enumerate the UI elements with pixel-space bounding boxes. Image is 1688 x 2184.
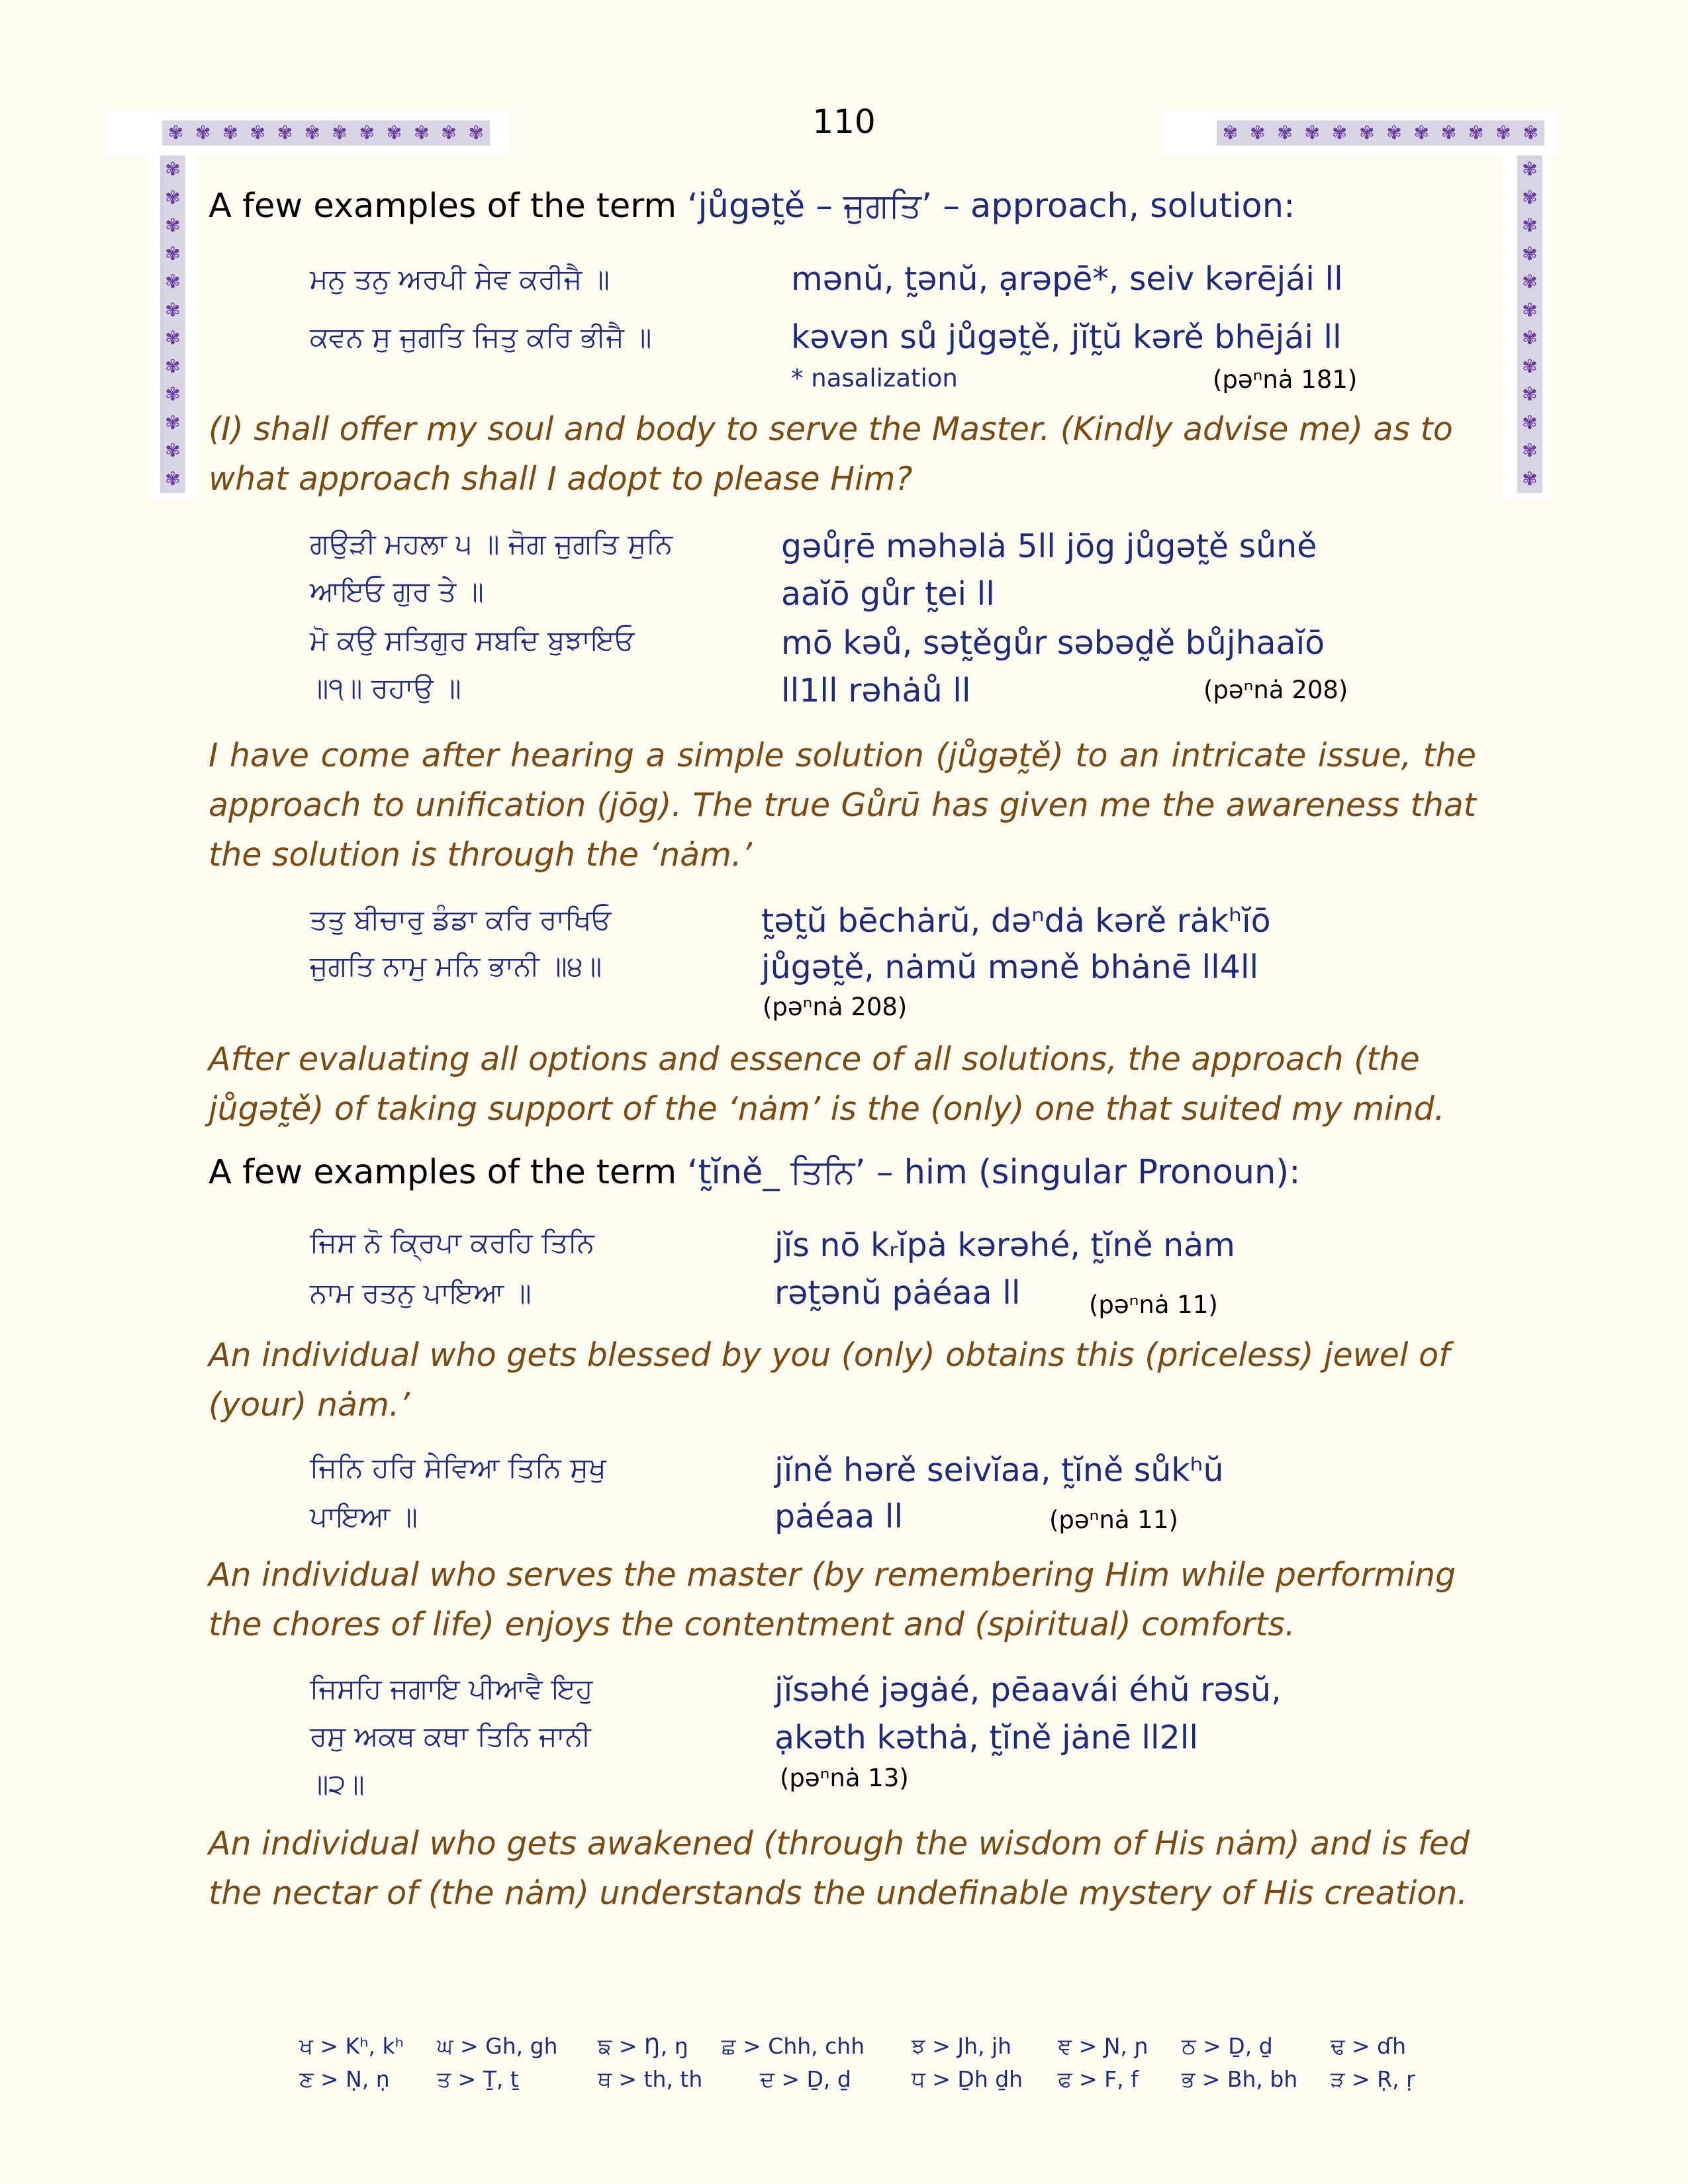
- gurmukhi-line: ਨਾਮ ਰਤਨੁ ਪਾਇਆ ॥: [310, 1277, 532, 1309]
- flower-ornament-icon: ✾: [165, 158, 181, 181]
- flower-ornament-icon: ✾: [1522, 298, 1538, 321]
- transliteration-line: t̰ət̰ŭ bēchȧrŭ, dəⁿdȧ kərě rȧkʰĭō: [761, 902, 1271, 940]
- flower-ornament-icon: ✾: [1522, 411, 1538, 433]
- flower-ornament-icon: ✾: [1222, 122, 1239, 144]
- flower-ornament-icon: ✾: [1413, 122, 1430, 144]
- flower-ornament-icon: ✾: [1522, 242, 1538, 265]
- translation-paragraph: An individual who gets blessed by you (only) obtains this (priceless) jewel of (your) nȧm.’: [209, 1336, 1450, 1424]
- flower-ornament-icon: ✾: [1522, 186, 1538, 208]
- legend-item: ੜ > Ṛ, ṛ: [1331, 2066, 1415, 2092]
- legend-item: ਥ > th, th: [598, 2066, 703, 2092]
- flower-ornament-icon: ✾: [277, 122, 293, 144]
- page-reference: (pəⁿnȧ 13): [780, 1764, 909, 1792]
- flower-ornament-icon: ✾: [1522, 327, 1538, 349]
- gurmukhi-line: ਆਇਓ ਗੁਰ ਤੇ ॥: [310, 575, 484, 608]
- legend-item: ਢ > ɗh: [1331, 2033, 1407, 2059]
- gurmukhi-line: ਕਵਨ ਸੁ ਜੁਗਤਿ ਜਿਤੁ ਕਰਿ ਭੀਜੈ ॥: [310, 321, 652, 353]
- transliteration-line: ll1ll rəhȧů ll: [781, 672, 971, 709]
- legend-item: ਝ > Jh, jh: [912, 2033, 1012, 2059]
- page-reference: (pəⁿnȧ 208): [1203, 676, 1348, 704]
- transliteration-line: mō kəů, sət̰ěgůr səbəd̰ě bůjhaaĭō: [781, 624, 1325, 662]
- heading-prefix: A few examples of the term: [209, 1153, 677, 1192]
- gurmukhi-line: ਮਨੁ ਤਨੁ ਅਰਪੀ ਸੇਵ ਕਰੀਜੈ ॥: [310, 263, 610, 295]
- page-number: 110: [812, 103, 876, 141]
- translation-paragraph: An individual who serves the master (by remembering Him while performing the chores of life) enjoys the contentment and (spiritual) comforts.: [209, 1556, 1456, 1643]
- gurmukhi-line: ਤਤੁ ਬੀਚਾਰੁ ਡੰਡਾ ਕਰਿ ਰਾਖਿਓ: [310, 903, 612, 936]
- flower-ornament-icon: ✾: [165, 327, 181, 349]
- legend-item: ਖ > Kʰ, kʰ: [299, 2033, 404, 2059]
- flower-ornament-icon: ✾: [1386, 122, 1402, 144]
- translation-paragraph: (I) shall offer my soul and body to serve the Master. (Kindly advise me) as to what approach shall I adopt to please Him?: [209, 410, 1453, 498]
- transliteration-line: kəvən sů jůgət̰ě, jĭt̰ŭ kərě bhējái ll: [791, 318, 1342, 356]
- legend-item: ਭ > Bh, bh: [1182, 2066, 1298, 2092]
- ornament-border-left: [160, 156, 185, 493]
- flower-ornament-icon: ✾: [1522, 158, 1538, 181]
- flower-ornament-icon: ✾: [1522, 355, 1538, 377]
- flower-ornament-icon: ✾: [1331, 122, 1348, 144]
- flower-ornament-icon: ✾: [1495, 122, 1511, 144]
- flower-ornament-icon: ✾: [165, 298, 181, 321]
- translation-paragraph: An individual who gets awakened (through the wisdom of His nȧm) and is fed the nectar of (the nȧm) understands the undefinable mystery of His creation.: [209, 1825, 1470, 1912]
- legend-item: ਧ > Ḏh ḏh: [912, 2066, 1023, 2092]
- flower-ornament-icon: ✾: [1468, 122, 1484, 144]
- legend-item: ਙ > Ŋ, ŋ: [598, 2033, 688, 2059]
- translation-paragraph: After evaluating all options and essence of all solutions, the approach (the jůgət̰ě) of taking support of the ‘nȧm’ is the (only) one that suited my mind.: [209, 1040, 1445, 1128]
- transliteration-line: jĭs nō kᵣĭpȧ kərəhé, t̰ĭně nȧm: [774, 1226, 1235, 1264]
- flower-ornament-icon: ✾: [386, 122, 402, 144]
- gurmukhi-line: ਜਿਸਹਿ ਜਗਾਇ ਪੀਆਵੈ ਇਹੁ: [310, 1672, 593, 1705]
- legend-item: ਞ > Ɲ, ɲ: [1058, 2033, 1149, 2059]
- flower-ornament-icon: ✾: [250, 122, 266, 144]
- transliteration-line: ạkəth kəthȧ, t̰ĭně jȧnē ll2ll: [774, 1719, 1199, 1756]
- flower-ornament-icon: ✾: [165, 439, 181, 462]
- flower-ornament-icon: ✾: [165, 186, 181, 208]
- flower-ornament-icon: ✾: [332, 122, 348, 144]
- heading-term: ‘t̰ĭně_ ਤਿਨਿ’: [687, 1153, 866, 1192]
- flower-ornament-icon: ✾: [1522, 271, 1538, 293]
- heading-prefix: A few examples of the term: [209, 187, 677, 226]
- flower-ornament-icon: ✾: [1522, 383, 1538, 406]
- gurmukhi-line: ਜਿਨਿ ਹਰਿ ਸੇਵਿਆ ਤਿਨਿ ਸੁਖੁ: [310, 1451, 606, 1484]
- transliteration-line: mənŭ, t̰ənŭ, ạrəpē*, seiv kərējái ll: [791, 260, 1343, 298]
- legend-item: ਘ > Gh, gh: [437, 2033, 558, 2059]
- heading-term: ‘jůgət̰ě – ਜੁਗਤਿ’: [687, 187, 933, 226]
- heading-description: – him (singular Pronoun):: [876, 1153, 1301, 1192]
- gurmukhi-line: ਗਉੜੀ ਮਹਲਾ ੫ ॥ ਜੋਗ ਜੁਗਤਿ ਸੁਨਿ: [310, 527, 673, 560]
- flower-ornament-icon: ✾: [165, 467, 181, 490]
- legend-item: ਠ > Ḏ, ḏ: [1182, 2033, 1273, 2059]
- gurmukhi-line: ਪਾਇਆ ॥: [310, 1500, 418, 1533]
- gurmukhi-line: ॥੨॥: [310, 1768, 365, 1800]
- transliteration-line: jĭně hərě seivĭaa, t̰ĭně sůkʰŭ: [774, 1451, 1224, 1489]
- flower-ornament-icon: ✾: [195, 122, 211, 144]
- flower-ornament-icon: ✾: [165, 355, 181, 377]
- gurmukhi-line: ਜਿਸ ਨੋ ਕ੍ਰਿਪਾ ਕਰਹਿ ਤਿਨਿ: [310, 1226, 595, 1259]
- flower-ornament-icon: ✾: [1440, 122, 1457, 144]
- flower-ornament-icon: ✾: [1304, 122, 1321, 144]
- heading-description: – approach, solution:: [943, 187, 1295, 226]
- ornament-border-top-right: [1217, 120, 1544, 146]
- transliteration-line: jĭsəhé jəgȧé, pēaavái éhŭ rəsŭ,: [774, 1671, 1282, 1709]
- transliteration-line: gəůṛē məhəlȧ 5ll jōg jůgət̰ě sůně: [781, 527, 1317, 565]
- flower-ornament-icon: ✾: [359, 122, 375, 144]
- gurmukhi-line: ॥੧॥ ਰਹਾਉ ॥: [310, 672, 461, 704]
- flower-ornament-icon: ✾: [1522, 214, 1538, 237]
- nasalization-note: * nasalization: [791, 364, 958, 392]
- section-heading-tine: [209, 1153, 1300, 1193]
- legend-item: ਦ > Ḏ, ḏ: [760, 2066, 851, 2092]
- flower-ornament-icon: ✾: [441, 122, 457, 144]
- gurmukhi-line: ਰਸੁ ਅਕਥ ਕਥਾ ਤਿਨਿ ਜਾਨੀ: [310, 1720, 591, 1752]
- flower-ornament-icon: ✾: [1250, 122, 1266, 144]
- flower-ornament-icon: ✾: [165, 242, 181, 265]
- flower-ornament-icon: ✾: [1522, 467, 1538, 490]
- transliteration-line: aaĭō gůr t̰ei ll: [781, 575, 995, 613]
- transliteration-line: jůgət̰ě, nȧmŭ məně bhȧnē ll4ll: [761, 948, 1259, 986]
- flower-ornament-icon: ✾: [165, 411, 181, 433]
- flower-ornament-icon: ✾: [414, 122, 430, 144]
- legend-item: ਛ > Chh, chh: [722, 2033, 865, 2059]
- flower-ornament-icon: ✾: [1522, 439, 1538, 462]
- flower-ornament-icon: ✾: [1523, 122, 1539, 144]
- page-reference: (pəⁿnȧ 11): [1089, 1291, 1218, 1319]
- transliteration-line: rət̰ənŭ pȧéaa ll: [774, 1274, 1021, 1312]
- legend-item: ਫ > F, f: [1058, 2066, 1139, 2092]
- section-heading-jugte: [209, 187, 1295, 226]
- flower-ornament-icon: ✾: [165, 383, 181, 406]
- flower-ornament-icon: ✾: [167, 122, 184, 144]
- flower-ornament-icon: ✾: [1277, 122, 1293, 144]
- gurmukhi-line: ਮੋ ਕਉ ਸਤਿਗੁਰ ਸਬਦਿ ਬੁਝਾਇਓ: [310, 624, 635, 657]
- flower-ornament-icon: ✾: [165, 271, 181, 293]
- legend-item: ਣ > Ṇ, ṇ: [299, 2066, 390, 2092]
- translation-paragraph: I have come after hearing a simple solution (jůgət̰ě) to an intricate issue, the approach to unification (jōg). The true Gůrū has given me the awareness that the solution is through the ‘nȧm.’: [209, 737, 1476, 874]
- transliteration-line: pȧéaa ll: [774, 1498, 904, 1535]
- flower-ornament-icon: ✾: [1359, 122, 1375, 144]
- ornament-border-top-left: [162, 120, 490, 146]
- flower-ornament-icon: ✾: [305, 122, 320, 144]
- page-reference: (pəⁿnȧ 208): [763, 993, 908, 1021]
- flower-ornament-icon: ✾: [222, 122, 238, 144]
- flower-ornament-icon: ✾: [165, 214, 181, 237]
- gurmukhi-line: ਜੁਗਤਿ ਨਾਮੁ ਮਨਿ ਭਾਨੀ ॥੪॥: [310, 950, 602, 982]
- legend-item: ਤ > Ṯ, ṯ: [437, 2066, 519, 2092]
- flower-ornament-icon: ✾: [468, 122, 485, 144]
- page-reference: (pəⁿnȧ 181): [1213, 365, 1358, 394]
- ornament-border-right: [1517, 156, 1542, 493]
- page-reference: (pəⁿnȧ 11): [1049, 1506, 1178, 1534]
